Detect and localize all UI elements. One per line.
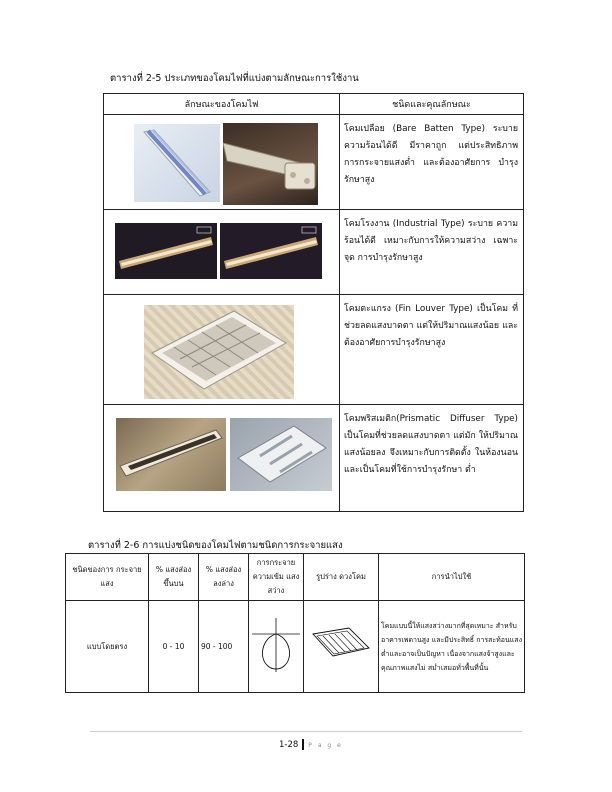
page-footer <box>279 739 343 750</box>
light-distribution-table <box>65 553 525 693</box>
table-row <box>104 210 524 295</box>
page-label: P a g e <box>308 742 343 749</box>
table-row <box>66 601 525 693</box>
industrial-photo-2 <box>220 223 322 279</box>
header-application: การนำไปใช้ <box>379 554 525 601</box>
fin-louver-description: โคมตะแกรง (Fin Louver Type) เป็นโคม ที่ช่วยลดแสงบาดตา แต่ให้ปริมาณแสงน้อย และต้องอาศัยการบำรุงรักษาสูง <box>340 295 524 405</box>
table-row <box>104 115 524 210</box>
fin-louver-photo <box>144 305 294 399</box>
cell-distribution-curve <box>249 601 304 693</box>
image-cell <box>104 115 340 210</box>
prismatic-photo-2 <box>230 418 332 491</box>
prismatic-photo-1 <box>116 418 226 491</box>
header-characteristics: ลักษณะของโคมไฟ <box>104 94 340 115</box>
luminaire-sketch-icon <box>309 624 373 664</box>
table-row <box>104 295 524 405</box>
header-uplight-percent: % แสงส่อง ขึ้นบน <box>149 554 199 601</box>
polar-curve-icon <box>252 614 300 674</box>
prismatic-description: โคมพริสเมติก(Prismatic Diffuser Type) เป็นโคมที่ช่วยลดแสงบาดตา แต่มัก ให้ปริมาณแสงน้อยลง จึงเหมาะกับการติดตั้ง ในห้องนอน และเป็นโคมที่ใช้การบำรุงรักษา ต่ำ <box>340 405 524 512</box>
header-intensity-distribution: การกระจาย ความเข้ม แสงสว่าง <box>249 554 304 601</box>
luminaire-usage-table <box>103 93 524 512</box>
table2-caption: ตารางที่ 2-6 การแบ่งชนิดของโคมไฟตามชนิดการกระจายแสง <box>88 540 343 551</box>
page-number: 1-28 <box>279 740 299 750</box>
cell-application: โคมแบบนี้ให้แสงสว่างมากที่สุดเหมาะ สำหรับอาคารเพดานสูง และมีประสิทธิ์ การสะท้อนแสงต่ำและอาจเป็นปัญหา เนื่องจากแสงจ้าสูงและคุณภาพแสงไม่ สม่ำเสมอทั่วพื้นที่นั้น <box>379 601 525 693</box>
cell-uplight: 0 - 10 <box>149 601 199 693</box>
header-distribution-type: ชนิดของการ กระจายแสง <box>66 554 149 601</box>
image-cell <box>104 405 340 512</box>
cell-type: แบบโดยตรง <box>66 601 149 693</box>
footer-divider <box>90 731 522 732</box>
header-luminaire-shape: รูปร่าง ดวงโคม <box>304 554 379 601</box>
table-row <box>104 405 524 512</box>
image-cell <box>104 295 340 405</box>
cell-luminaire-drawing <box>304 601 379 693</box>
header-downlight-percent: % แสงส่อง ลงล่าง <box>199 554 249 601</box>
footer-separator <box>302 739 304 750</box>
cell-downlight: 90 - 100 <box>199 601 249 693</box>
table1-caption: ตารางที่ 2-5 ประเภทของโคมไฟที่แบ่งตามลักษณะการใช้งาน <box>110 73 359 84</box>
bare-batten-description: โคมเปลือย (Bare Batten Type) ระบาย ความร้อนได้ดี มีราคาถูก แต่ประสิทธิภาพ การกระจายแสงต่ำ และต้องอาศัยการ บำรุงรักษาสูง <box>340 115 524 210</box>
industrial-photo-1 <box>115 223 217 279</box>
table-header-row <box>104 94 524 115</box>
bare-batten-photo-1 <box>134 124 220 202</box>
industrial-description: โคมโรงงาน (Industrial Type) ระบาย ความร้อนได้ดี เหมาะกับการให้ความสว่าง เฉพาะจุด การบำรุงรักษาสูง <box>340 210 524 295</box>
image-cell <box>104 210 340 295</box>
header-type-properties: ชนิดและคุณลักษณะ <box>340 94 524 115</box>
bare-batten-photo-2 <box>223 123 318 205</box>
table-header-row <box>66 554 525 601</box>
